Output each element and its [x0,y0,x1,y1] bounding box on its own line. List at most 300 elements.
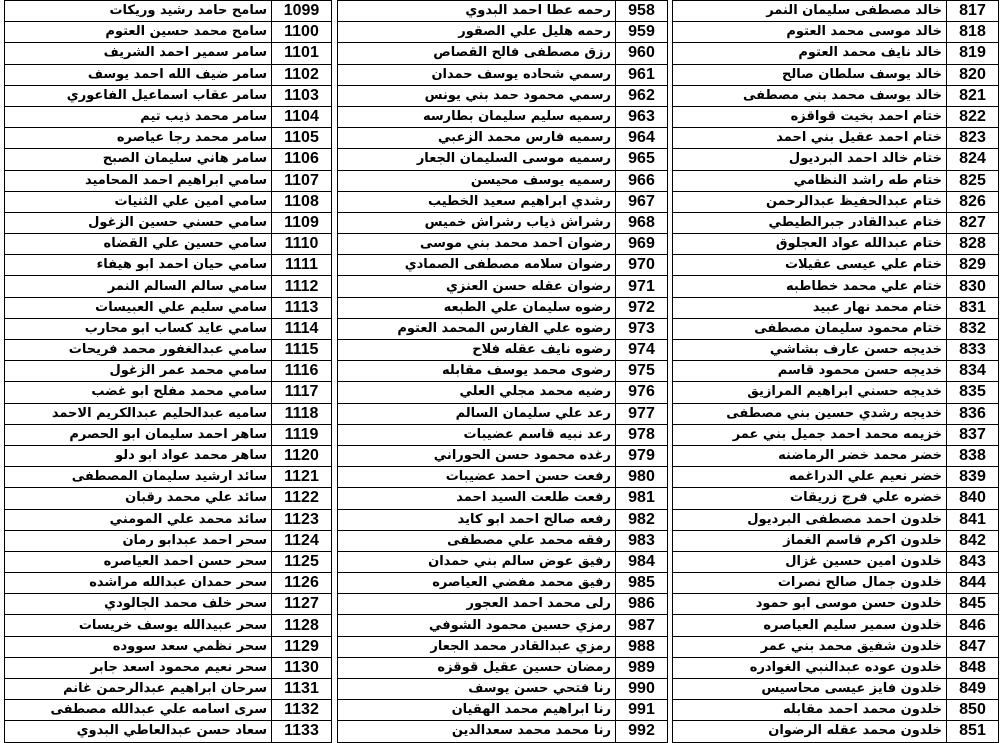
serial-number-cell: 835 [947,382,999,403]
serial-number-cell: 842 [947,530,999,551]
person-name-cell: سامي محمد مفلح ابو غضب [5,382,272,403]
person-name-cell: سامي امين علي الثنيات [5,191,272,212]
person-name-cell: خديجه حسني ابراهيم المرازيق [673,382,947,403]
serial-number-cell: 1113 [272,297,332,318]
serial-number-cell: 960 [616,43,668,64]
serial-number-cell: 967 [616,191,668,212]
person-name-cell: سحر نظمي سعد سووده [5,636,272,657]
person-name-cell: سامر عقاب اسماعيل الفاعوري [5,85,272,106]
person-name-cell: سائد ارشيد سليمان المصطفى [5,467,272,488]
person-name-cell: رحمه هليل علي الصقور [338,22,616,43]
person-name-cell: رضوان عقله حسن العنزي [338,276,616,297]
serial-number-cell: 1106 [272,149,332,170]
serial-number-cell: 1108 [272,191,332,212]
serial-number-cell: 962 [616,85,668,106]
names-table-left [4,0,332,743]
table-row [5,615,332,636]
person-name-cell: خلدون سمير سليم العياصره [673,615,947,636]
table-row [673,657,999,678]
table-row [338,1,668,22]
person-name-cell: ختام طه راشد النظامي [673,170,947,191]
person-name-cell: خالد مصطفى سليمان النمر [673,1,947,22]
person-name-cell: رنا ابراهيم محمد الهقيان [338,700,616,721]
serial-number-cell: 973 [616,318,668,339]
serial-number-cell: 1105 [272,128,332,149]
table-row [673,509,999,530]
person-name-cell: رفعت طلعت السيد احمد [338,488,616,509]
serial-number-cell: 1115 [272,340,332,361]
table-row [673,530,999,551]
serial-number-cell: 1099 [272,1,332,22]
serial-number-cell: 831 [947,297,999,318]
person-name-cell: سامر هاني سليمان الصبح [5,149,272,170]
serial-number-cell: 987 [616,615,668,636]
person-name-cell: رضوان احمد محمد بني موسى [338,234,616,255]
table-row [673,382,999,403]
person-name-cell: رحمه عطا احمد البدوي [338,1,616,22]
person-name-cell: سحر احمد عبدابو رمان [5,530,272,551]
person-name-cell: ساهر محمد عواد ابو دلو [5,445,272,466]
table-row [673,106,999,127]
person-name-cell: رلى محمد احمد العجور [338,594,616,615]
person-name-cell: رفيق عوض سالم بني حمدان [338,551,616,572]
serial-number-cell: 823 [947,128,999,149]
person-name-cell: خديجه حسن محمود قاسم [673,361,947,382]
table-row [673,234,999,255]
person-name-cell: سامر سمير احمد الشريف [5,43,272,64]
table-row [338,657,668,678]
person-name-cell: سرى اسامه علي عبدالله مصطفى [5,700,272,721]
table-row [338,551,668,572]
serial-number-cell: 846 [947,615,999,636]
table-row [5,445,332,466]
serial-number-cell: 1116 [272,361,332,382]
table-row [338,530,668,551]
person-name-cell: رشدي ابراهيم سعيد الخطيب [338,191,616,212]
table-row [673,700,999,721]
serial-number-cell: 849 [947,679,999,700]
table-row [5,43,332,64]
table-row [338,679,668,700]
table-row [338,615,668,636]
table-row [338,340,668,361]
table-row [338,255,668,276]
table-row [5,657,332,678]
table-row [673,445,999,466]
person-name-cell: خلدون حسن موسى ابو حمود [673,594,947,615]
table-row [338,22,668,43]
serial-number-cell: 1132 [272,700,332,721]
table-row [673,276,999,297]
person-name-cell: سحر نعيم محمود اسعد جابر [5,657,272,678]
person-name-cell: رسمي شحاده يوسف حمدان [338,64,616,85]
table-row [5,700,332,721]
table-row [673,424,999,445]
serial-number-cell: 988 [616,636,668,657]
serial-number-cell: 1124 [272,530,332,551]
serial-number-cell: 836 [947,403,999,424]
person-name-cell: سحر حسن احمد العياصره [5,551,272,572]
table-row [338,382,668,403]
person-name-cell: سائد علي محمد رقبان [5,488,272,509]
serial-number-cell: 824 [947,149,999,170]
serial-number-cell: 1125 [272,551,332,572]
person-name-cell: رنا محمد محمد سعدالدين [338,721,616,742]
person-name-cell: رفقه محمد علي مصطفى [338,530,616,551]
person-name-cell: خلدون فايز عيسى محاسيس [673,679,947,700]
table-row [673,255,999,276]
table-row [338,318,668,339]
serial-number-cell: 1114 [272,318,332,339]
names-table-right [672,0,999,743]
table-row [5,530,332,551]
table-row [673,64,999,85]
person-name-cell: سامي حسين علي القضاه [5,234,272,255]
serial-number-cell: 976 [616,382,668,403]
person-name-cell: رضوان سلامه مصطفى الصمادي [338,255,616,276]
table-row [5,64,332,85]
table-row [5,679,332,700]
serial-number-cell: 963 [616,106,668,127]
table-row [338,276,668,297]
table-row [338,191,668,212]
serial-number-cell: 844 [947,573,999,594]
person-name-cell: رمضان حسين عقيل قوقزه [338,657,616,678]
serial-number-cell: 1119 [272,424,332,445]
table-row [338,467,668,488]
person-name-cell: سامي عايد كساب ابو محارب [5,318,272,339]
table-row [338,700,668,721]
table-row [338,573,668,594]
table-row [673,191,999,212]
table-row [5,488,332,509]
serial-number-cell: 966 [616,170,668,191]
person-name-cell: خزيمه محمد احمد جميل بني عمر [673,424,947,445]
person-name-cell: سحر حمدان عبدالله مراشده [5,573,272,594]
table-row [673,636,999,657]
table-row [5,382,332,403]
person-name-cell: خلدون عوده عبدالنبي الغوادره [673,657,947,678]
table-row [673,212,999,233]
person-name-cell: رسميه موسى السليمان الجعار [338,149,616,170]
table-row [673,340,999,361]
person-name-cell: ختام محمد نهار عبيد [673,297,947,318]
table-row [5,721,332,742]
table-row [338,297,668,318]
serial-number-cell: 833 [947,340,999,361]
table-row [5,22,332,43]
table-row [673,467,999,488]
serial-number-cell: 992 [616,721,668,742]
person-name-cell: خلدون احمد مصطفى البرديول [673,509,947,530]
person-name-cell: رضوه سليمان علي الطبعه [338,297,616,318]
person-name-cell: خلدون جمال صالح نصرات [673,573,947,594]
names-table-middle [337,0,668,743]
serial-number-cell: 983 [616,530,668,551]
person-name-cell: سامي عبدالغفور محمد فريحات [5,340,272,361]
person-name-cell: رضوى محمد يوسف مقابله [338,361,616,382]
serial-number-cell: 841 [947,509,999,530]
serial-number-cell: 848 [947,657,999,678]
table-row [673,615,999,636]
person-name-cell: سامي حيان احمد ابو هيفاء [5,255,272,276]
table-row [673,721,999,742]
serial-number-cell: 959 [616,22,668,43]
table-row [5,424,332,445]
person-name-cell: ختام احمد بخيت قواقزه [673,106,947,127]
table-row [338,128,668,149]
table-row [338,445,668,466]
table-row [5,297,332,318]
person-name-cell: رسمي محمود حمد بني يونس [338,85,616,106]
person-name-cell: خلدون محمد عقله الرضوان [673,721,947,742]
table-row [673,361,999,382]
table-row [5,191,332,212]
serial-number-cell: 817 [947,1,999,22]
serial-number-cell: 1104 [272,106,332,127]
serial-number-cell: 969 [616,234,668,255]
serial-number-cell: 825 [947,170,999,191]
person-name-cell: سحر خلف محمد الجالودي [5,594,272,615]
person-name-cell: خالد موسى محمد العتوم [673,22,947,43]
person-name-cell: خلدون امين حسين غزال [673,551,947,572]
person-name-cell: ختام علي محمد خطاطبه [673,276,947,297]
serial-number-cell: 1128 [272,615,332,636]
person-name-cell: رنا فتحي حسن يوسف [338,679,616,700]
person-name-cell: رمزي حسين محمود الشوفي [338,615,616,636]
serial-number-cell: 822 [947,106,999,127]
serial-number-cell: 971 [616,276,668,297]
serial-number-cell: 1121 [272,467,332,488]
table-row [5,276,332,297]
table-row [5,128,332,149]
serial-number-cell: 984 [616,551,668,572]
table-row [338,594,668,615]
table-row [673,1,999,22]
table-row [338,149,668,170]
table-row [338,64,668,85]
serial-number-cell: 1100 [272,22,332,43]
person-name-cell: ختام عبدالحفيظ عبدالرحمن [673,191,947,212]
serial-number-cell: 978 [616,424,668,445]
serial-number-cell: 820 [947,64,999,85]
serial-number-cell: 837 [947,424,999,445]
serial-number-cell: 851 [947,721,999,742]
person-name-cell: رعد نبيه قاسم عضيبات [338,424,616,445]
serial-number-cell: 1122 [272,488,332,509]
table-row [5,403,332,424]
person-name-cell: رفيق محمد مفضي العياصره [338,573,616,594]
table-row [338,509,668,530]
serial-number-cell: 1101 [272,43,332,64]
person-name-cell: رعد علي سليمان السالم [338,403,616,424]
serial-number-cell: 850 [947,700,999,721]
serial-number-cell: 829 [947,255,999,276]
table-row [338,85,668,106]
table-row [338,106,668,127]
person-name-cell: رضوه نايف عقله فلاح [338,340,616,361]
person-name-cell: رغده محمود حسن الحوراني [338,445,616,466]
table-row [673,297,999,318]
person-name-cell: رشراش ذياب رشراش خميس [338,212,616,233]
person-name-cell: سامي ابراهيم احمد المحاميد [5,170,272,191]
person-name-cell: ختام احمد عقيل بني احمد [673,128,947,149]
table-row [673,594,999,615]
table-row [5,255,332,276]
person-name-cell: سامر محمد ذيب تيم [5,106,272,127]
serial-number-cell: 968 [616,212,668,233]
serial-number-cell: 1120 [272,445,332,466]
table-row [338,170,668,191]
serial-number-cell: 1126 [272,573,332,594]
serial-number-cell: 1102 [272,64,332,85]
serial-number-cell: 1133 [272,721,332,742]
person-name-cell: خديجه رشدي حسين بني مصطفى [673,403,947,424]
serial-number-cell: 990 [616,679,668,700]
person-name-cell: رضيه محمد مجلي العلي [338,382,616,403]
person-name-cell: رفعه صالح احمد ابو كايد [338,509,616,530]
table-row [5,361,332,382]
serial-number-cell: 832 [947,318,999,339]
table-row [5,85,332,106]
serial-number-cell: 972 [616,297,668,318]
table-row [5,509,332,530]
table-row [673,551,999,572]
person-name-cell: رمزي عبدالقادر محمد الجعار [338,636,616,657]
serial-number-cell: 834 [947,361,999,382]
table-row [5,170,332,191]
table-row [673,573,999,594]
serial-number-cell: 1129 [272,636,332,657]
person-name-cell: خلدون شفيق محمد بني عمر [673,636,947,657]
serial-number-cell: 1130 [272,657,332,678]
serial-number-cell: 989 [616,657,668,678]
table-row [338,424,668,445]
table-row [673,318,999,339]
table-row [5,149,332,170]
person-name-cell: ساميه عبدالحليم عبدالكريم الاحمد [5,403,272,424]
table-row [5,212,332,233]
serial-number-cell: 845 [947,594,999,615]
person-name-cell: رسميه فارس محمد الزعبي [338,128,616,149]
serial-number-cell: 1117 [272,382,332,403]
table-row [338,721,668,742]
serial-number-cell: 979 [616,445,668,466]
person-name-cell: رسميه سليم سليمان بطارسه [338,106,616,127]
person-name-cell: سامح حامد رشيد وريكات [5,1,272,22]
table-row [338,488,668,509]
table-row [673,85,999,106]
table-row [673,128,999,149]
table-row [5,234,332,255]
person-name-cell: رسميه يوسف محيسن [338,170,616,191]
serial-number-cell: 818 [947,22,999,43]
person-name-cell: رفعت حسن احمد عضيبات [338,467,616,488]
table-row [5,573,332,594]
table-row [673,43,999,64]
serial-number-cell: 1103 [272,85,332,106]
person-name-cell: سائد محمد علي المومني [5,509,272,530]
table-row [338,361,668,382]
serial-number-cell: 982 [616,509,668,530]
person-name-cell: خضر محمد خضر الرماضنه [673,445,947,466]
person-name-cell: سامر ضيف الله احمد يوسف [5,64,272,85]
table-row [5,340,332,361]
person-name-cell: ختام خالد احمد البرديول [673,149,947,170]
serial-number-cell: 981 [616,488,668,509]
person-name-cell: سرحان ابراهيم عبدالرحمن غانم [5,679,272,700]
serial-number-cell: 838 [947,445,999,466]
person-name-cell: رزق مصطفى فالح القصاص [338,43,616,64]
person-name-cell: خلدون محمد احمد مقابله [673,700,947,721]
serial-number-cell: 1131 [272,679,332,700]
serial-number-cell: 964 [616,128,668,149]
person-name-cell: خضره علي فرج زريقات [673,488,947,509]
person-name-cell: سامي سليم علي العبيسات [5,297,272,318]
person-name-cell: سامح محمد حسين العتوم [5,22,272,43]
person-name-cell: خلدون اكرم قاسم الغماز [673,530,947,551]
table-row [338,403,668,424]
serial-number-cell: 958 [616,1,668,22]
serial-number-cell: 1111 [272,255,332,276]
table-row [5,636,332,657]
table-row [673,170,999,191]
serial-number-cell: 1127 [272,594,332,615]
serial-number-cell: 819 [947,43,999,64]
person-name-cell: خالد يوسف سلطان صالح [673,64,947,85]
person-name-cell: سامي حسني حسين الزغول [5,212,272,233]
serial-number-cell: 843 [947,551,999,572]
table-row [5,594,332,615]
serial-number-cell: 975 [616,361,668,382]
table-row [673,149,999,170]
serial-number-cell: 1118 [272,403,332,424]
table-row [5,106,332,127]
serial-number-cell: 970 [616,255,668,276]
person-name-cell: سحر عبيدالله يوسف خريسات [5,615,272,636]
person-name-cell: ختام عبدالقادر جبرالطيطي [673,212,947,233]
person-name-cell: سعاد حسن عبدالعاطي البدوي [5,721,272,742]
person-name-cell: سامر محمد رجا عياصره [5,128,272,149]
person-name-cell: سامي سالم السالم النمر [5,276,272,297]
serial-number-cell: 991 [616,700,668,721]
serial-number-cell: 1109 [272,212,332,233]
person-name-cell: رضوه علي الفارس المحمد العتوم [338,318,616,339]
table-row [673,22,999,43]
table-row [338,234,668,255]
person-name-cell: ختام علي عيسى عقيلات [673,255,947,276]
person-name-cell: ساهر احمد سليمان ابو الحصرم [5,424,272,445]
table-row [338,636,668,657]
person-name-cell: خالد نايف محمد العتوم [673,43,947,64]
serial-number-cell: 965 [616,149,668,170]
serial-number-cell: 827 [947,212,999,233]
serial-number-cell: 977 [616,403,668,424]
person-name-cell: ختام محمود سليمان مصطفى [673,318,947,339]
table-row [338,212,668,233]
person-name-cell: ختام عبدالله عواد العجلوق [673,234,947,255]
serial-number-cell: 1112 [272,276,332,297]
table-row [5,1,332,22]
serial-number-cell: 986 [616,594,668,615]
table-row [338,43,668,64]
person-name-cell: خالد يوسف محمد بني مصطفى [673,85,947,106]
table-row [673,488,999,509]
serial-number-cell: 974 [616,340,668,361]
serial-number-cell: 840 [947,488,999,509]
serial-number-cell: 839 [947,467,999,488]
serial-number-cell: 1123 [272,509,332,530]
